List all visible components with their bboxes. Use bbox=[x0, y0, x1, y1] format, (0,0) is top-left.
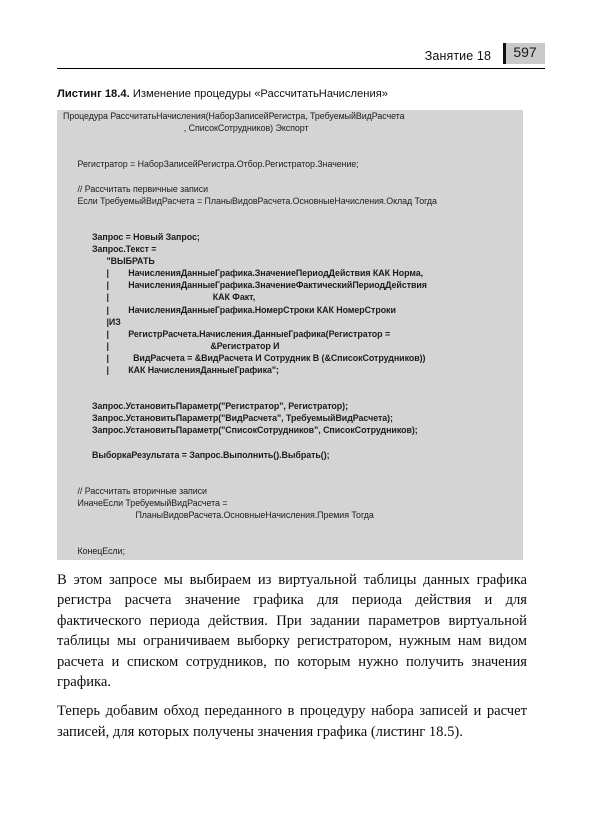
code-line: // Рассчитать первичные записи bbox=[63, 183, 208, 194]
code-line: | КАК Факт, bbox=[63, 292, 256, 303]
code-line bbox=[57, 557, 523, 560]
listing-caption bbox=[57, 88, 527, 100]
code-line: | РегистрРасчета.Начисления.ДанныеГрафика(Регистратор = bbox=[63, 328, 391, 339]
code-line: Запрос.УстановитьПараметр("СписокСотрудников", СписокСотрудников); bbox=[63, 425, 418, 436]
code-line bbox=[57, 473, 523, 485]
code-line bbox=[57, 207, 523, 219]
code-line bbox=[57, 461, 523, 473]
code-line: Запрос.УстановитьПараметр("ВидРасчета", ТребуемыйВидРасчета); bbox=[63, 413, 393, 424]
code-line bbox=[57, 376, 523, 388]
listing-caption-lead: Листинг 18.4. bbox=[57, 88, 130, 100]
code-line: | НачисленияДанныеГрафика.ЗначениеФактическийПериодДействия bbox=[63, 280, 427, 291]
code-line: "ВЫБРАТЬ bbox=[63, 256, 155, 267]
listing-caption-rest: Изменение процедуры «РассчитатьНачисления» bbox=[129, 88, 388, 100]
code-line: Запрос.Текст = bbox=[63, 244, 157, 255]
page-number: 597 bbox=[513, 44, 537, 60]
code-line: Процедура РассчитатьНачисления(НаборЗаписейРегистра, ТребуемыйВидРасчета bbox=[63, 111, 405, 121]
code-line: , СписокСотрудников) Экспорт bbox=[63, 123, 309, 134]
code-line: | КАК НачисленияДанныеГрафика"; bbox=[63, 364, 279, 375]
code-line: | &Регистратор И bbox=[63, 340, 280, 351]
code-line: | ВидРасчета = &ВидРасчета И Сотрудник В (&СписокСотрудников)) bbox=[63, 352, 426, 363]
running-head-title: Занятие 18 bbox=[424, 49, 491, 63]
code-line: КонецЕсли; bbox=[63, 546, 125, 557]
code-line: ПланыВидовРасчета.ОсновныеНачисления.Премия Тогда bbox=[63, 510, 374, 521]
body-text bbox=[57, 570, 527, 742]
code-line bbox=[57, 388, 523, 400]
header-divider bbox=[57, 68, 545, 69]
code-line bbox=[57, 170, 523, 182]
code-line: Запрос.УстановитьПараметр("Регистратор", Регистратор); bbox=[63, 401, 348, 412]
code-line bbox=[57, 533, 523, 545]
code-line bbox=[57, 219, 523, 231]
code-line: | НачисленияДанныеГрафика.ЗначениеПериодДействия КАК Норма, bbox=[63, 268, 424, 279]
code-listing-block bbox=[57, 110, 523, 560]
code-line: ВыборкаРезультата = Запрос.Выполнить().Выбрать(); bbox=[63, 449, 330, 460]
code-line: Регистратор = НаборЗаписейРегистра.Отбор.Регистратор.Значение; bbox=[63, 159, 359, 170]
code-line: // Рассчитать вторичные записи bbox=[63, 485, 207, 496]
running-head bbox=[57, 42, 545, 70]
code-line: | НачисленияДанныеГрафика.НомерСтроки КАК НомерСтроки bbox=[63, 304, 396, 315]
code-line: Запрос = Новый Запрос; bbox=[63, 231, 200, 242]
code-line bbox=[57, 437, 523, 449]
code-line: Если ТребуемыйВидРасчета = ПланыВидовРасчета.ОсновныеНачисления.Оклад Тогда bbox=[63, 195, 437, 206]
code-line: |ИЗ bbox=[63, 316, 121, 327]
paragraph: В этом запросе мы выбираем из виртуальной таблицы данных графика регистра расчета значение графика для периода действия и для фактического периода действия. При задании параметров виртуальной таблицы мы ограничиваем выборку регистратором, нужным нам видом расчета и списком сотрудников, по которым нужно получить значения графика. bbox=[57, 572, 527, 691]
code-line bbox=[57, 521, 523, 533]
code-line bbox=[57, 134, 523, 146]
code-line: ИначеЕсли ТребуемыйВидРасчета = bbox=[63, 498, 228, 508]
code-line bbox=[57, 146, 523, 158]
paragraph: Теперь добавим обход переданного в процедуру набора записей и расчет записей, для которых получены значения графика (листинг 18.5). bbox=[57, 703, 527, 740]
page-number-badge bbox=[503, 43, 545, 64]
